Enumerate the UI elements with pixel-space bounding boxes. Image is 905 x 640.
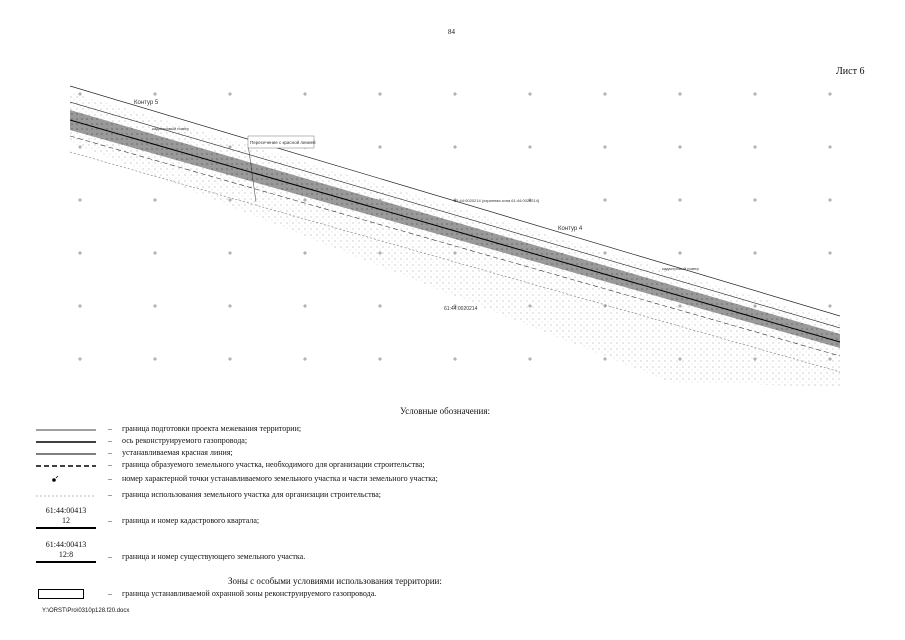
grid-cross [153,357,157,361]
legend-item [36,474,756,486]
parcel-boundary-line [70,136,840,356]
grid-cross [378,304,382,308]
cadastral-quarter-line [36,527,96,529]
cadastral-quarter-text: граница и номер кадастрового квартала; [122,516,260,525]
grid-cross [228,357,232,361]
legend-symbol [36,424,96,436]
zones-title: Зоны с особыми условиями использования территории: [228,576,442,586]
grid-cross [828,198,832,202]
legend-dash: – [108,490,112,499]
grid-cross [828,251,832,255]
use-boundary-line [70,152,840,372]
legend-item-text: граница использования земельного участка для организации строительства; [122,490,382,499]
legend-symbol [36,448,96,460]
legend-title: Условные обозначения: [400,406,491,416]
grid-cross [303,92,307,96]
legend-item-text: номер характерной точки устанавливаемого земельного участка и части земельного участка; [122,474,438,483]
existing-parcel-symbol [36,540,96,563]
legend-dash: – [108,460,112,469]
grid-cross [528,92,532,96]
legend-dash: – [108,589,112,598]
map-label-contour-5: Контур 5 [134,100,159,106]
cadastral-map [70,72,840,402]
cadastral-quarter-code: 61:44:00413 [45,506,87,515]
legend-item [36,448,756,460]
map-label-contour-4: Контур 4 [558,226,583,232]
map-label-kn-left: кадастровый номер [152,126,189,131]
grid-cross [78,304,82,308]
map-label-kn-right: кадастровый номер [662,266,699,271]
footer-path: Y:\ORST\Pro\0310p128.f20.docx [42,608,130,614]
existing-parcel-code: 61:44:00413 [45,540,87,549]
grid-cross [603,357,607,361]
legend-dash: – [108,448,112,457]
grid-cross [453,92,457,96]
grid-cross [303,357,307,361]
grid-cross [753,198,757,202]
grid-cross [153,92,157,96]
grid-cross [753,145,757,149]
grid-cross [378,357,382,361]
grid-cross [78,357,82,361]
legend-symbol [36,436,96,448]
legend-dash: – [108,436,112,445]
existing-parcel-text: граница и номер существующего земельного участка. [122,552,306,561]
zone-text: граница устанавливаемой охранной зоны реконструируемого газопровода. [122,589,377,598]
map-label-crossing: Пересечение с красной линией [250,140,316,145]
grid-cross [528,357,532,361]
legend-symbol [36,474,96,486]
map-label-parcel: 61:44:0020214 [444,306,478,312]
grid-cross [678,92,682,96]
legend-dash: – [108,516,112,525]
grid-cross [153,304,157,308]
grid-cross [78,198,82,202]
grid-cross [228,304,232,308]
legend-dash: – [108,424,112,433]
grid-cross [828,304,832,308]
legend-dash: – [108,474,112,483]
grid-cross [303,251,307,255]
grid-cross [828,92,832,96]
grid-cross [678,198,682,202]
grid-cross [228,92,232,96]
grid-cross [153,251,157,255]
grid-cross [153,198,157,202]
legend-item [36,424,756,436]
grid-cross [78,251,82,255]
grid-cross [753,251,757,255]
grid-cross [528,145,532,149]
grid-cross [378,145,382,149]
grid-cross [828,145,832,149]
legend-item [36,460,756,472]
legend-item-text: граница образуемого земельного участка, необходимого для организации строительства; [122,460,425,469]
grid-cross [453,357,457,361]
legend-symbol [36,460,96,472]
grid-cross [603,145,607,149]
map-label-top-note: 61:44:0020214 (охранная зона 61:44:0020214) [454,198,540,203]
grid-cross [678,251,682,255]
existing-parcel-num: 12:8 [58,550,74,559]
grid-cross [678,145,682,149]
legend-item-text: ось реконструируемого газопровода; [122,436,248,445]
legend-item [36,490,756,502]
grid-cross [378,92,382,96]
existing-parcel-line [36,561,96,563]
cadastral-quarter-num: 12 [62,516,70,525]
grid-cross [303,304,307,308]
legend-item-text: устанавливаемая красная линия; [122,448,233,457]
grid-cross [453,145,457,149]
grid-cross [753,92,757,96]
dotted-zone [70,92,840,387]
legend-item-text: граница подготовки проекта межевания территории; [122,424,302,433]
zone-symbol [38,589,84,599]
grid-cross [603,92,607,96]
grid-cross [228,251,232,255]
cadastral-quarter-symbol [36,506,96,529]
legend-item [36,436,756,448]
sheet-label: Лист 6 [836,66,865,77]
grid-cross [603,198,607,202]
page-number: 84 [448,28,455,36]
legend-symbol [36,490,96,502]
legend-dash: – [108,552,112,561]
